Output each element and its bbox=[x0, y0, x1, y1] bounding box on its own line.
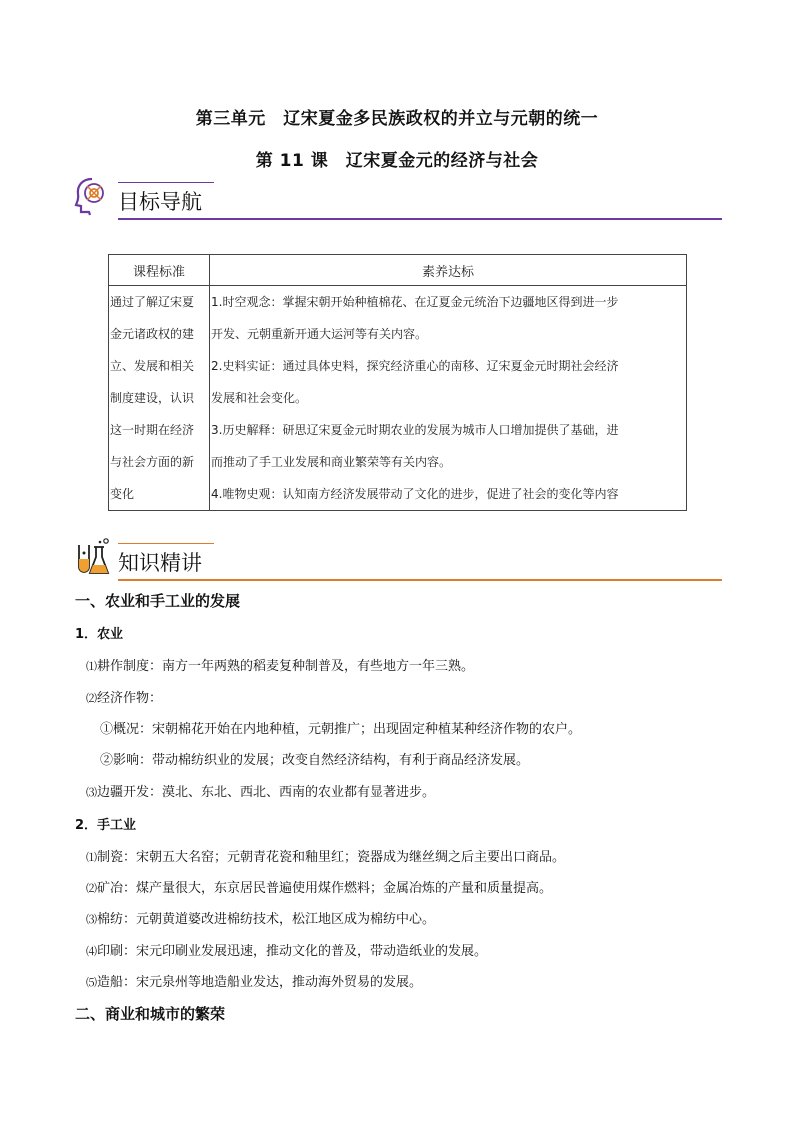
item-number: ⑷ bbox=[86, 945, 97, 958]
list-item bbox=[100, 718, 581, 737]
item-number: ⑸ bbox=[86, 976, 97, 989]
curriculum-header: 课程标准 bbox=[109, 255, 210, 286]
item-number: ⑶ bbox=[86, 913, 97, 926]
list-item bbox=[86, 877, 552, 896]
literacy-line: 1.时空观念：掌握宋朝开始种植棉花、在辽夏金元统治下边疆地区得到进一步 bbox=[211, 295, 619, 309]
curriculum-cell bbox=[109, 286, 210, 511]
unit-title: 第三单元 辽宋夏金多民族政权的并立与元朝的统一 bbox=[195, 109, 599, 129]
goals-section-header bbox=[74, 176, 722, 220]
item-number: ⑵ bbox=[86, 692, 97, 705]
item-number: ⑶ bbox=[86, 786, 97, 799]
item-text: 耕作制度：南方一年两熟的稻麦复种制普及，有些地方一年三熟。 bbox=[97, 659, 475, 674]
list-item bbox=[86, 687, 162, 706]
knowledge-header-overline bbox=[118, 543, 214, 544]
curriculum-line: 金元诸政权的建 bbox=[110, 327, 195, 341]
literacy-line: 发展和社会变化。 bbox=[211, 391, 308, 405]
knowledge-section-label: 知识精讲 bbox=[118, 551, 202, 575]
curriculum-line: 制度建设，认识 bbox=[110, 391, 195, 405]
literacy-line: 开发、元朝重新开通大运河等有关内容。 bbox=[211, 327, 428, 341]
lesson-title: 第 11 课 辽宋夏金元的经济与社会 bbox=[255, 151, 539, 171]
curriculum-line: 与社会方面的新 bbox=[110, 455, 195, 469]
item-text: 经济作物： bbox=[97, 691, 163, 706]
list-item bbox=[86, 846, 565, 865]
table-row bbox=[109, 286, 687, 511]
curriculum-line: 立、发展和相关 bbox=[110, 359, 195, 373]
lab-flask-icon bbox=[74, 537, 112, 577]
item-text: 造船：宋元泉州等地造船业发达，推动海外贸易的发展。 bbox=[97, 975, 423, 990]
craft-heading: 2．手工业 bbox=[75, 818, 137, 833]
item-text: 制瓷：宋朝五大名窑；元朝青花瓷和釉里红；瓷器成为继丝绸之后主要出口商品。 bbox=[97, 850, 566, 865]
item-number: ⑴ bbox=[86, 660, 97, 673]
part1-heading: 一、农业和手工业的发展 bbox=[75, 592, 241, 610]
literacy-cell bbox=[210, 286, 687, 511]
standards-table bbox=[108, 254, 687, 511]
item-text: 印刷：宋元印刷业发展迅速，推动文化的普及，带动造纸业的发展。 bbox=[97, 944, 488, 959]
table-header-row bbox=[109, 255, 687, 286]
item-number: ① bbox=[100, 722, 114, 737]
item-text: 边疆开发：漠北、东北、西北、西南的农业都有显著进步。 bbox=[97, 785, 436, 800]
list-item bbox=[86, 940, 487, 959]
item-text: 矿冶：煤产量很大，东京居民普遍使用煤作燃料；金属冶炼的产量和质量提高。 bbox=[97, 881, 553, 896]
literacy-line: 2.史料实证：通过具体史料，探究经济重心的南移、辽宋夏金元时期社会经济 bbox=[211, 359, 619, 373]
curriculum-line: 这一时期在经济 bbox=[110, 423, 195, 437]
literacy-line: 而推动了手工业发展和商业繁荣等有关内容。 bbox=[211, 455, 452, 469]
curriculum-line: 通过了解辽宋夏 bbox=[110, 295, 195, 309]
goals-header-rule bbox=[118, 218, 722, 220]
item-text: 棉纺：元朝黄道婆改进棉纺技术，松江地区成为棉纺中心。 bbox=[97, 912, 436, 927]
list-item bbox=[86, 971, 422, 990]
literacy-line: 4.唯物史观：认知南方经济发展带动了文化的进步，促进了社会的变化等内容 bbox=[211, 487, 619, 501]
agri-heading: 1．农业 bbox=[75, 627, 124, 642]
curriculum-line: 变化 bbox=[110, 487, 135, 501]
list-item bbox=[86, 908, 435, 927]
item-number: ⑴ bbox=[86, 851, 97, 864]
literacy-line: 3.历史解释：研思辽宋夏金元时期农业的发展为城市人口增加提供了基础，进 bbox=[211, 423, 619, 437]
goals-header-overline bbox=[118, 182, 214, 183]
literacy-header: 素养达标 bbox=[210, 255, 687, 286]
goals-section-label: 目标导航 bbox=[118, 190, 202, 214]
item-number: ⑵ bbox=[86, 882, 97, 895]
knowledge-section-header bbox=[74, 537, 722, 581]
item-text: 影响：带动棉纺织业的发展；改变自然经济结构，有利于商品经济发展。 bbox=[113, 753, 530, 768]
item-number: ② bbox=[100, 753, 114, 768]
knowledge-header-rule bbox=[118, 579, 722, 581]
part2-heading: 二、商业和城市的繁荣 bbox=[75, 1005, 226, 1023]
list-item bbox=[86, 781, 435, 800]
list-item bbox=[100, 749, 529, 768]
list-item bbox=[86, 655, 474, 674]
item-text: 概况：宋朝棉花开始在内地种植，元朝推广；出现固定种植某种经济作物的农户。 bbox=[113, 722, 582, 737]
brain-gear-icon bbox=[74, 176, 112, 216]
